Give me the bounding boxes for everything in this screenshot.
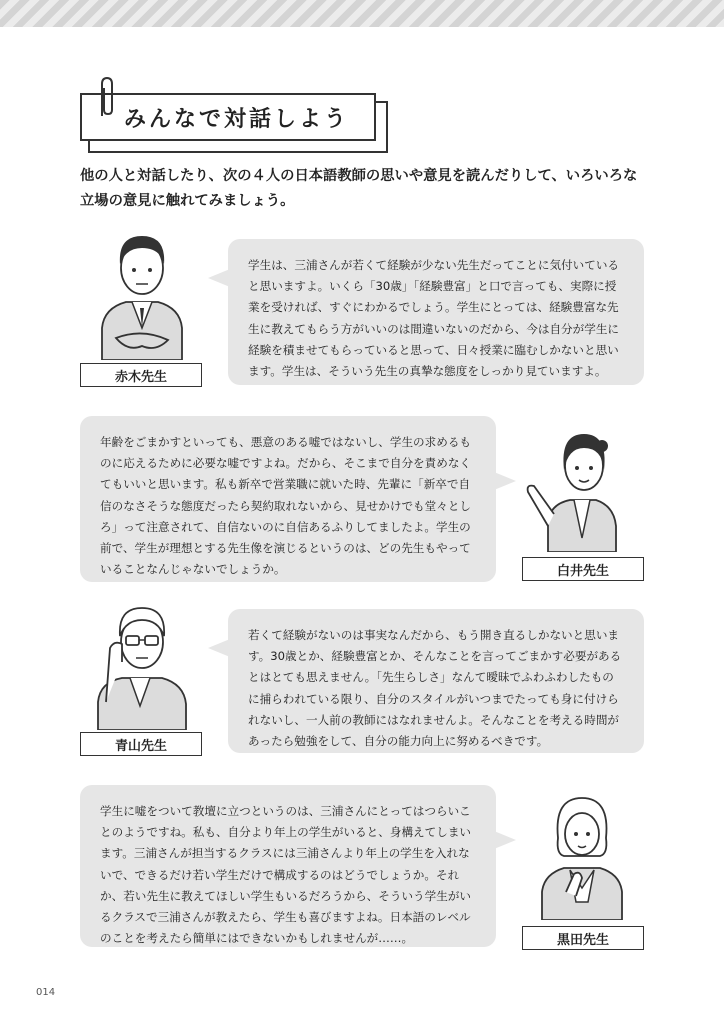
speech-text-kuroda: 学生に嘘をついて教壇に立つというのは、三浦さんにとってはつらいことのようですね。私も、自分より年上の学生がいると、身構えてしまいます。三浦さんが担当するクラスには三浦さんより年上の学生を入れないで、できるだけ若い学生だけで構成するのはどうでしょうか。それか、若い先生に教えてほしい学生もいるだろうから、そういう学生がいるクラスで三浦さんが教えたら、学生も喜びますよね。日本語のレベルのことを考えたら簡単にはできないかもしれませんが……。 bbox=[100, 804, 472, 946]
aoyama-teacher-illustration bbox=[92, 602, 192, 730]
nameplate-shirai: 白井先生 bbox=[522, 557, 644, 581]
nameplate-akagi: 赤木先生 bbox=[80, 363, 202, 387]
title-box bbox=[80, 93, 376, 141]
speech-text-shirai: 年齢をごまかすといっても、悪意のある嘘ではないし、学生の求めるものに応えるために必要な嘘ですよね。だから、そこまで自分を責めなくてもいいと思います。私も新卒で営業職に就いた時、先輩に「新卒で自信のなさそうな態度だったら契約取れないから、見せかけでも堂々としろ」って注意されて、自信ないのに自信あるふりしてましたよ。学生の前で、学生が理想とする先生像を演じるというのは、どの先生もやっていることなんじゃないでしょうか。 bbox=[100, 435, 472, 577]
speech-bubble-akagi bbox=[228, 239, 644, 385]
shirai-teacher-illustration bbox=[518, 426, 628, 552]
speech-text-akagi: 学生は、三浦さんが若くて経験が少ない先生だってことに気付いていると思いますよ。いくら「30歳」「経験豊富」と口で言っても、実際に授業を受ければ、すぐにわかるでしょう。学生にとっては、経験豊富な先生に教えてもらう方がいいのは間違いないのだから、今は自分が学生に経験を積ませてもらっていると思って、日々授業に臨むしかないと思います。学生は、そういう先生の真摯な態度をしっかり見ていますよ。 bbox=[248, 258, 620, 379]
speech-bubble-shirai bbox=[80, 416, 496, 582]
kuroda-teacher-illustration bbox=[536, 792, 628, 920]
header-stripe-band bbox=[0, 0, 724, 27]
page-number: 014 bbox=[36, 987, 56, 998]
paperclip-icon bbox=[96, 76, 116, 120]
page-title: みんなで対話しよう bbox=[124, 106, 350, 132]
speech-text-aoyama: 若くて経験がないのは事実なんだから、もう開き直るしかないと思います。30歳とか、経験豊富とか、そんなことを言ってごまかす必要があるとはとても思えません。「先生らしさ」なんて曖昧でふわふわしたものに捕らわれている限り、自分のスタイルがいつまでたっても身に付けられないし、一人前の教師にはなれませんよ。そんなことを考える時間があったら勉強をして、自分の能力向上に努めるべきです。 bbox=[248, 628, 622, 749]
nameplate-kuroda: 黒田先生 bbox=[522, 926, 644, 950]
speech-bubble-aoyama bbox=[228, 609, 644, 753]
intro-text: 他の人と対話したり、次の４人の日本語教師の思いや意見を読んだりして、いろいろな立場の意見に触れてみましょう。 bbox=[80, 168, 638, 209]
nameplate-aoyama: 青山先生 bbox=[80, 732, 202, 756]
speech-bubble-kuroda bbox=[80, 785, 496, 947]
akagi-teacher-illustration bbox=[96, 228, 188, 360]
